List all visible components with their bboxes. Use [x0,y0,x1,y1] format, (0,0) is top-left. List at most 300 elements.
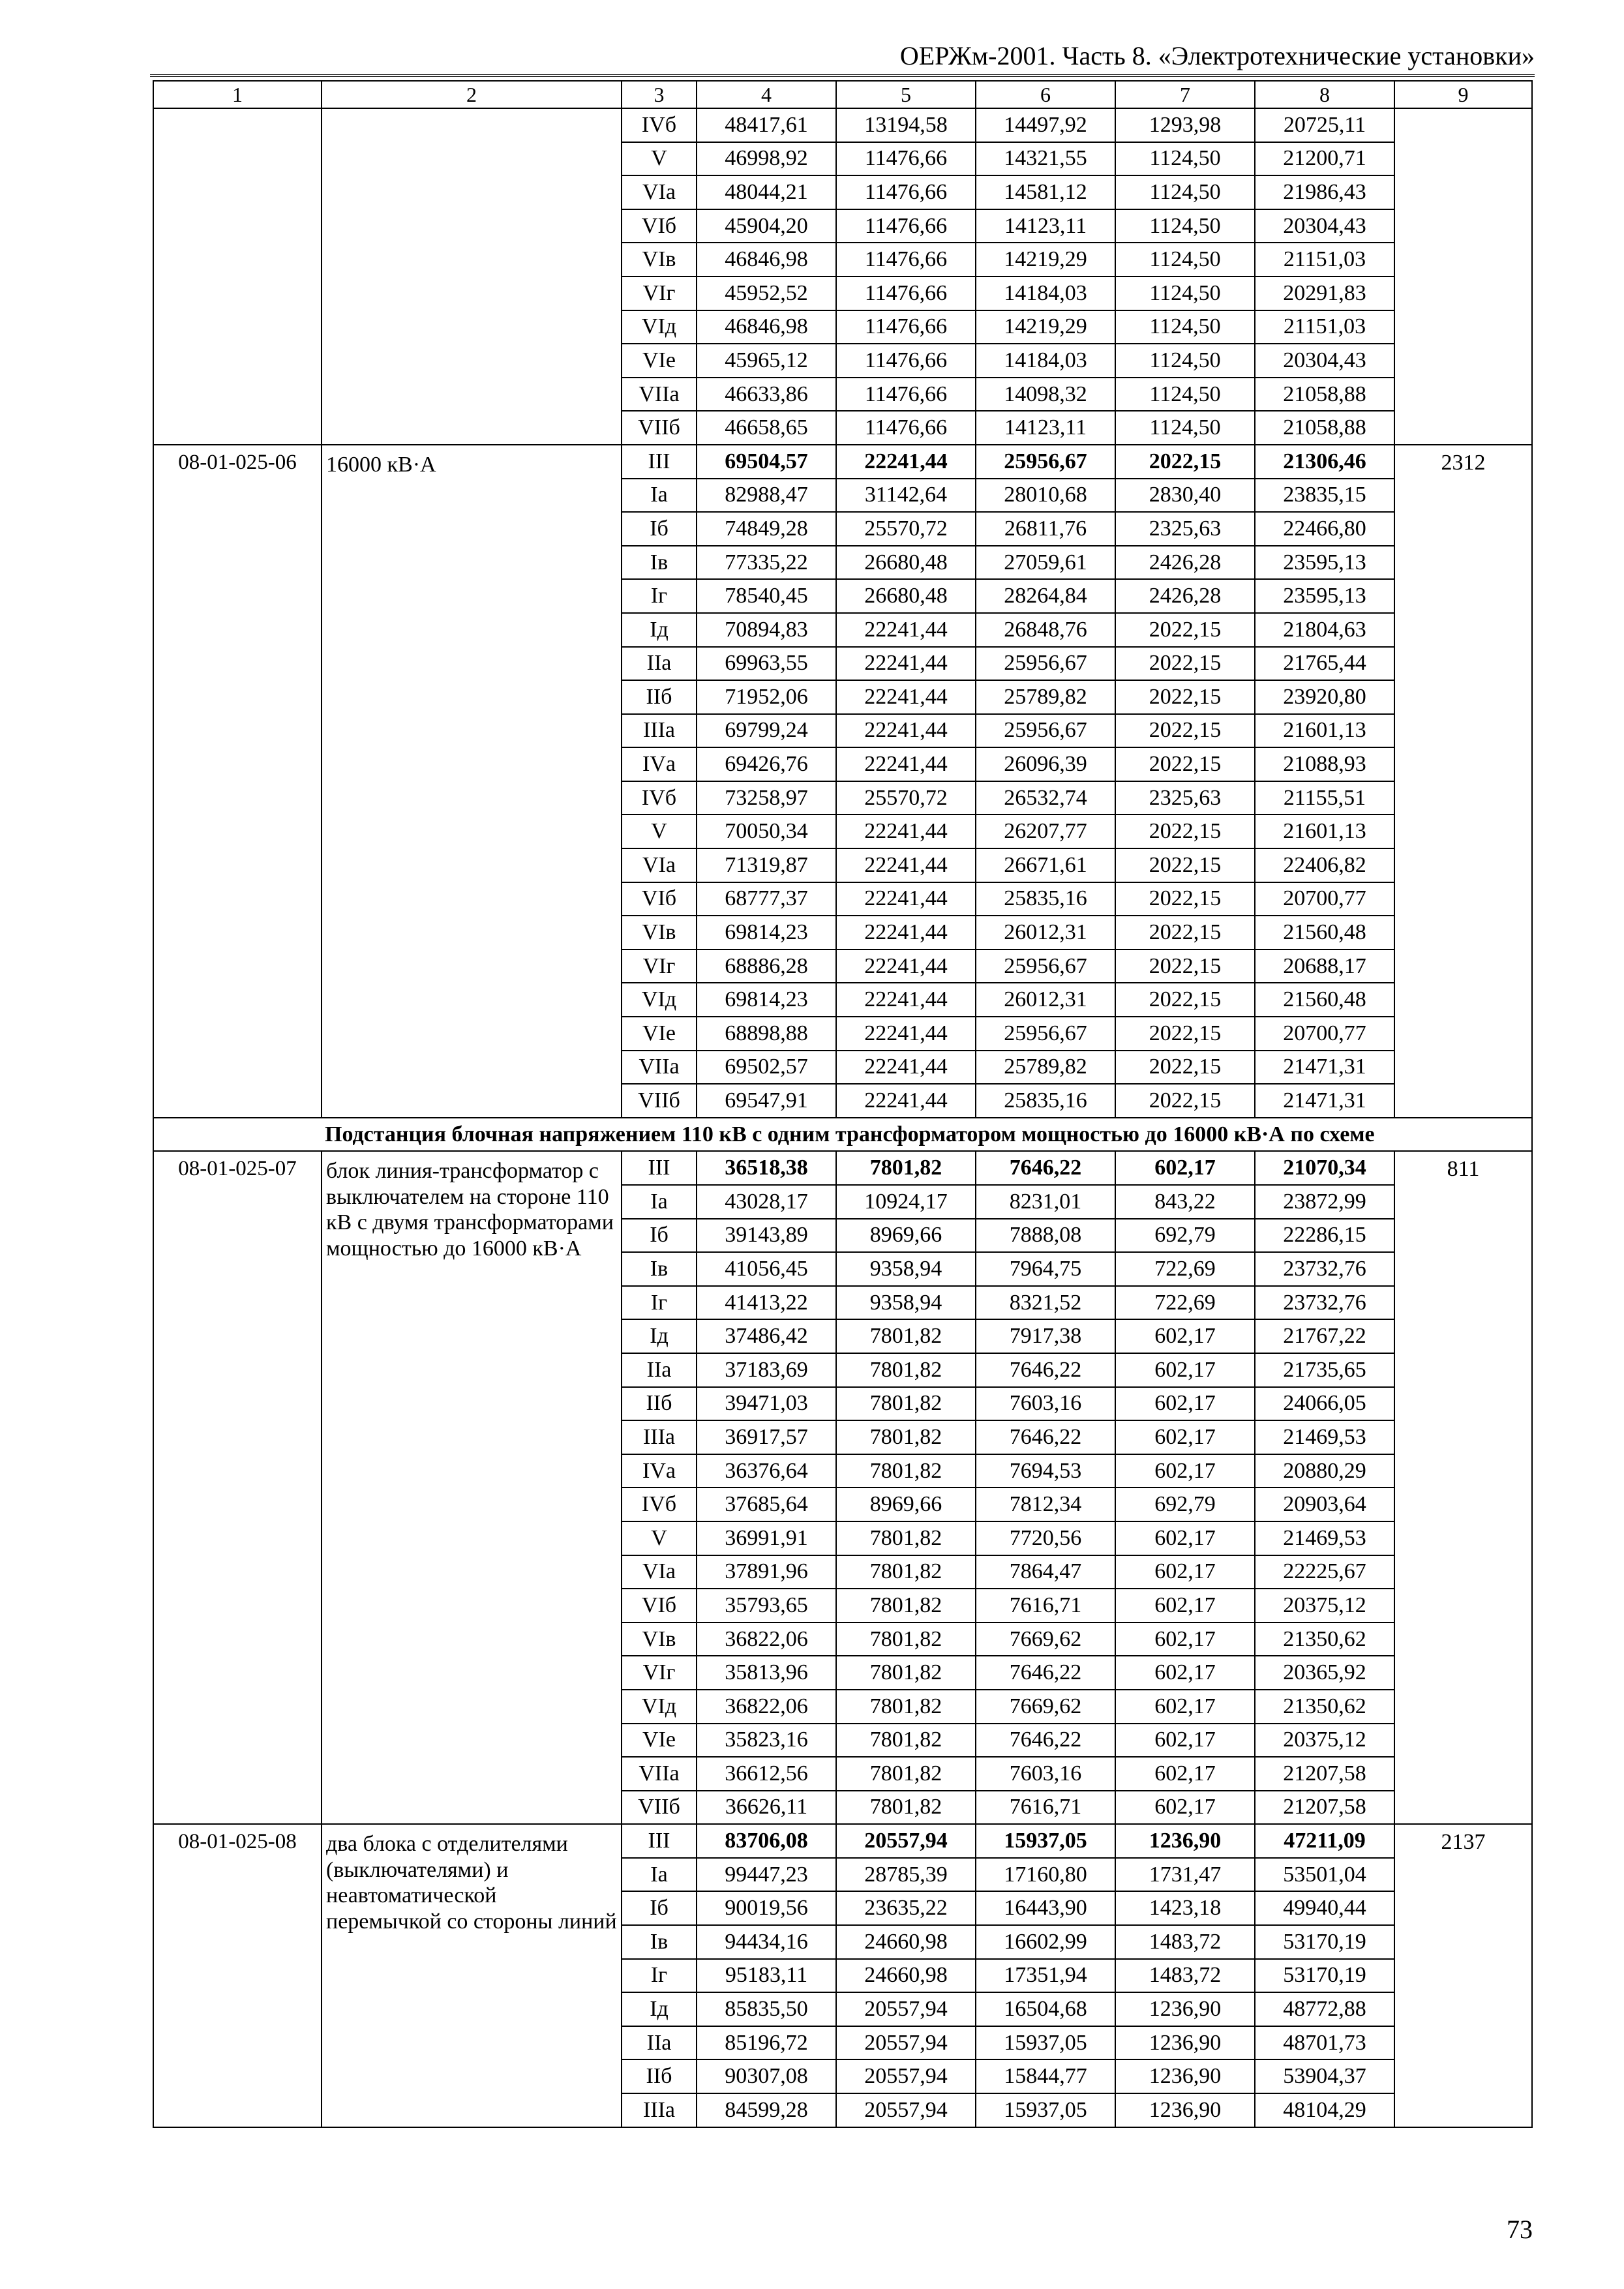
value-cell: 26532,74 [976,781,1115,815]
value-cell: 47211,09 [1255,1824,1394,1858]
column-number: 2 [322,81,622,108]
value-cell: 11476,66 [836,175,976,209]
value-cell: 14219,29 [976,243,1115,277]
column-number: 4 [697,81,836,108]
zone-cell: IVб [622,1488,697,1521]
value-cell: 22241,44 [836,1084,976,1118]
value-cell: 2426,28 [1115,579,1255,613]
value-cell: 69814,23 [697,916,836,950]
value-cell: 48104,29 [1255,2093,1394,2127]
value-cell: 1124,50 [1115,344,1255,378]
value-cell: 24660,98 [836,1925,976,1959]
value-cell: 602,17 [1115,1791,1255,1825]
zone-cell: VIе [622,1017,697,1051]
value-cell: 7669,62 [976,1623,1115,1656]
rate-code: 08-01-025-08 [153,1824,322,2127]
value-cell: 1236,90 [1115,1992,1255,2026]
value-cell: 20880,29 [1255,1454,1394,1488]
zone-cell: VIд [622,310,697,344]
value-cell: 7646,22 [976,1420,1115,1454]
price-table [153,80,1533,2128]
value-cell: 25956,67 [976,445,1115,479]
value-cell: 26671,61 [976,848,1115,882]
value-cell: 25956,67 [976,647,1115,681]
value-cell: 25956,67 [976,714,1115,748]
zone-cell: VIг [622,950,697,983]
value-cell: 21350,62 [1255,1623,1394,1656]
value-cell: 14497,92 [976,108,1115,142]
value-cell: 22241,44 [836,916,976,950]
value-cell: 21155,51 [1255,781,1394,815]
value-cell: 77335,22 [697,546,836,580]
zone-cell: IVа [622,1454,697,1488]
zone-cell: IIб [622,1387,697,1421]
zone-cell: IIа [622,1353,697,1387]
zone-cell: VIе [622,344,697,378]
value-cell: 2426,28 [1115,546,1255,580]
value-cell: 11476,66 [836,411,976,445]
value-cell: 21560,48 [1255,916,1394,950]
value-cell: 602,17 [1115,1690,1255,1724]
value-cell: 41056,45 [697,1252,836,1286]
zone-cell: Iб [622,512,697,546]
value-cell: 24066,05 [1255,1387,1394,1421]
value-cell: 17351,94 [976,1959,1115,1993]
value-cell: 2022,15 [1115,983,1255,1017]
zone-cell: VIIа [622,1051,697,1085]
rate-description: блок линия-трансформатор с выключателем на стороне 110 кВ с двумя трансформаторами мощностью до 16000 кВ·А [322,1151,622,1824]
value-cell: 36822,06 [697,1623,836,1656]
value-cell: 37685,64 [697,1488,836,1521]
value-cell: 1124,50 [1115,142,1255,176]
value-cell: 20304,43 [1255,209,1394,243]
value-cell: 69963,55 [697,647,836,681]
value-cell: 21070,34 [1255,1151,1394,1185]
value-cell: 602,17 [1115,1319,1255,1353]
value-cell: 21471,31 [1255,1051,1394,1085]
value-cell: 35823,16 [697,1724,836,1758]
value-cell: 2022,15 [1115,1017,1255,1051]
value-cell: 21601,13 [1255,714,1394,748]
value-cell: 8969,66 [836,1219,976,1253]
value-cell: 1236,90 [1115,2026,1255,2060]
value-cell: 15937,05 [976,2093,1115,2127]
value-cell: 11476,66 [836,310,976,344]
zone-cell: VIг [622,277,697,310]
rate-code: 08-01-025-07 [153,1151,322,1824]
zone-cell: V [622,142,697,176]
value-cell: 2022,15 [1115,647,1255,681]
value-cell: 25789,82 [976,1051,1115,1085]
value-cell: 70894,83 [697,613,836,647]
value-cell: 90307,08 [697,2059,836,2093]
value-cell: 21207,58 [1255,1757,1394,1791]
value-cell: 722,69 [1115,1286,1255,1320]
value-cell: 1124,50 [1115,209,1255,243]
value-cell: 70050,34 [697,815,836,848]
value-cell: 69814,23 [697,983,836,1017]
zone-cell: Iа [622,479,697,513]
column-number: 6 [976,81,1115,108]
value-cell: 602,17 [1115,1353,1255,1387]
value-cell: 7720,56 [976,1521,1115,1555]
zone-cell: III [622,445,697,479]
value-cell: 69547,91 [697,1084,836,1118]
value-cell: 71319,87 [697,848,836,882]
zone-cell: VIб [622,209,697,243]
value-cell: 2022,15 [1115,1051,1255,1085]
value-cell: 23872,99 [1255,1185,1394,1219]
value-cell: 22241,44 [836,815,976,848]
zone-cell: IVб [622,108,697,142]
value-cell: 22241,44 [836,647,976,681]
value-cell: 71952,06 [697,680,836,714]
value-cell: 16443,90 [976,1891,1115,1925]
section-title: Подстанция блочная напряжением 110 кВ с одним трансформатором мощностью до 16000 кВ·А по схеме [153,1118,1532,1152]
value-cell: 53170,19 [1255,1959,1394,1993]
zone-cell: III [622,1151,697,1185]
value-cell: 21088,93 [1255,747,1394,781]
value-cell: 39471,03 [697,1387,836,1421]
value-cell: 20688,17 [1255,950,1394,983]
value-cell: 602,17 [1115,1521,1255,1555]
value-cell: 20557,94 [836,2059,976,2093]
value-cell: 22241,44 [836,714,976,748]
value-cell: 26680,48 [836,579,976,613]
rate-code [153,108,322,445]
zone-cell: IIIа [622,714,697,748]
value-cell: 2022,15 [1115,445,1255,479]
value-cell: 2022,15 [1115,680,1255,714]
value-cell: 8321,52 [976,1286,1115,1320]
value-cell: 10924,17 [836,1185,976,1219]
rate-description: 16000 кВ·А [322,445,622,1118]
table-body [153,108,1532,2127]
value-cell: 37183,69 [697,1353,836,1387]
value-cell: 68898,88 [697,1017,836,1051]
value-cell: 722,69 [1115,1252,1255,1286]
value-cell: 45965,12 [697,344,836,378]
value-cell: 602,17 [1115,1757,1255,1791]
value-cell: 23595,13 [1255,546,1394,580]
value-cell: 1124,50 [1115,378,1255,411]
value-cell: 7801,82 [836,1724,976,1758]
value-cell: 7669,62 [976,1690,1115,1724]
value-cell: 14098,32 [976,378,1115,411]
value-cell: 20725,11 [1255,108,1394,142]
value-cell: 11476,66 [836,243,976,277]
value-cell: 2022,15 [1115,882,1255,916]
value-cell: 20557,94 [836,2026,976,2060]
value-cell: 7801,82 [836,1151,976,1185]
value-cell: 14184,03 [976,344,1115,378]
value-cell: 99447,23 [697,1858,836,1892]
value-cell: 1124,50 [1115,175,1255,209]
value-cell: 2022,15 [1115,950,1255,983]
value-cell: 36518,38 [697,1151,836,1185]
value-cell: 90019,56 [697,1891,836,1925]
value-cell: 15937,05 [976,1824,1115,1858]
value-cell: 20700,77 [1255,1017,1394,1051]
value-cell: 22406,82 [1255,848,1394,882]
value-cell: 27059,61 [976,546,1115,580]
value-cell: 23595,13 [1255,579,1394,613]
value-cell: 22225,67 [1255,1555,1394,1589]
value-cell: 7801,82 [836,1757,976,1791]
zone-cell: Iд [622,1319,697,1353]
value-cell: 843,22 [1115,1185,1255,1219]
value-cell: 13194,58 [836,108,976,142]
value-cell: 78540,45 [697,579,836,613]
value-cell: 21058,88 [1255,378,1394,411]
value-cell: 22241,44 [836,1051,976,1085]
value-cell: 46633,86 [697,378,836,411]
value-cell: 602,17 [1115,1151,1255,1185]
value-cell: 53501,04 [1255,1858,1394,1892]
zone-cell: III [622,1824,697,1858]
value-cell: 2022,15 [1115,1084,1255,1118]
value-cell: 7801,82 [836,1589,976,1623]
value-cell: 1731,47 [1115,1858,1255,1892]
value-cell: 69502,57 [697,1051,836,1085]
zone-cell: VIд [622,1690,697,1724]
column-number: 7 [1115,81,1255,108]
value-cell: 43028,17 [697,1185,836,1219]
value-cell: 16602,99 [976,1925,1115,1959]
column-number: 5 [836,81,976,108]
value-cell: 36376,64 [697,1454,836,1488]
value-cell: 22241,44 [836,848,976,882]
value-cell: 1236,90 [1115,1824,1255,1858]
value-cell: 36612,56 [697,1757,836,1791]
zone-cell: Iг [622,579,697,613]
value-cell: 21471,31 [1255,1084,1394,1118]
section-row [153,1118,1532,1152]
value-cell: 73258,97 [697,781,836,815]
value-cell: 602,17 [1115,1656,1255,1690]
value-cell: 28010,68 [976,479,1115,513]
value-cell: 21469,53 [1255,1420,1394,1454]
value-cell: 1124,50 [1115,310,1255,344]
value-cell: 21804,63 [1255,613,1394,647]
value-cell: 28785,39 [836,1858,976,1892]
value-cell: 49940,44 [1255,1891,1394,1925]
value-cell: 7801,82 [836,1353,976,1387]
zone-cell: Iа [622,1185,697,1219]
value-cell: 25570,72 [836,781,976,815]
zone-cell: IIIа [622,1420,697,1454]
value-cell: 602,17 [1115,1387,1255,1421]
value-cell: 602,17 [1115,1589,1255,1623]
value-cell: 7801,82 [836,1690,976,1724]
zone-cell: IIа [622,2026,697,2060]
value-cell: 45904,20 [697,209,836,243]
value-cell: 23732,76 [1255,1286,1394,1320]
value-cell: 20557,94 [836,2093,976,2127]
value-cell: 602,17 [1115,1623,1255,1656]
value-cell: 23920,80 [1255,680,1394,714]
value-cell: 82988,47 [697,479,836,513]
value-cell: 7603,16 [976,1387,1115,1421]
value-cell: 17160,80 [976,1858,1115,1892]
value-cell: 9358,94 [836,1252,976,1286]
zone-cell: VIв [622,916,697,950]
zone-cell: VIв [622,243,697,277]
value-cell: 602,17 [1115,1555,1255,1589]
value-cell: 21200,71 [1255,142,1394,176]
value-cell: 45952,52 [697,277,836,310]
zone-cell: VIIа [622,1757,697,1791]
value-cell: 36822,06 [697,1690,836,1724]
value-cell: 15937,05 [976,2026,1115,2060]
value-cell: 21058,88 [1255,411,1394,445]
value-cell: 14321,55 [976,142,1115,176]
value-cell: 26012,31 [976,983,1115,1017]
value-cell: 22241,44 [836,983,976,1017]
value-cell: 1124,50 [1115,411,1255,445]
rate-norm: 2137 [1394,1824,1532,2127]
value-cell: 26680,48 [836,546,976,580]
page-header [150,38,1535,77]
value-cell: 48701,73 [1255,2026,1394,2060]
value-cell: 7801,82 [836,1319,976,1353]
zone-cell: Iа [622,1858,697,1892]
value-cell: 21986,43 [1255,175,1394,209]
value-cell: 20375,12 [1255,1589,1394,1623]
value-cell: 602,17 [1115,1420,1255,1454]
table-row [153,108,1532,142]
value-cell: 14184,03 [976,277,1115,310]
page-number: 73 [1507,2215,1533,2244]
value-cell: 9358,94 [836,1286,976,1320]
rate-norm [1394,108,1532,445]
zone-cell: VIг [622,1656,697,1690]
rate-code: 08-01-025-06 [153,445,322,1118]
value-cell: 26096,39 [976,747,1115,781]
rate-description: два блока с отделителями (выключателями) и неавтоматической перемычкой со стороны линий [322,1824,622,2127]
value-cell: 2325,63 [1115,512,1255,546]
value-cell: 26012,31 [976,916,1115,950]
value-cell: 7801,82 [836,1521,976,1555]
value-cell: 46998,92 [697,142,836,176]
value-cell: 22466,80 [1255,512,1394,546]
value-cell: 7917,38 [976,1319,1115,1353]
zone-cell: VIIб [622,1084,697,1118]
value-cell: 22241,44 [836,882,976,916]
value-cell: 36917,57 [697,1420,836,1454]
zone-cell: VIб [622,882,697,916]
value-cell: 94434,16 [697,1925,836,1959]
value-cell: 20557,94 [836,1992,976,2026]
value-cell: 7694,53 [976,1454,1115,1488]
zone-cell: Iг [622,1286,697,1320]
value-cell: 21735,65 [1255,1353,1394,1387]
value-cell: 16504,68 [976,1992,1115,2026]
value-cell: 21151,03 [1255,243,1394,277]
value-cell: 35813,96 [697,1656,836,1690]
value-cell: 7801,82 [836,1387,976,1421]
value-cell: 1423,18 [1115,1891,1255,1925]
column-number: 8 [1255,81,1394,108]
value-cell: 2325,63 [1115,781,1255,815]
value-cell: 26848,76 [976,613,1115,647]
zone-cell: VIIб [622,1791,697,1825]
zone-cell: Iб [622,1891,697,1925]
value-cell: 36626,11 [697,1791,836,1825]
zone-cell: VIа [622,1555,697,1589]
value-cell: 21151,03 [1255,310,1394,344]
value-cell: 21601,13 [1255,815,1394,848]
column-number: 1 [153,81,322,108]
value-cell: 21207,58 [1255,1791,1394,1825]
value-cell: 7801,82 [836,1420,976,1454]
value-cell: 53904,37 [1255,2059,1394,2093]
zone-cell: V [622,1521,697,1555]
value-cell: 28264,84 [976,579,1115,613]
zone-cell: Iд [622,1992,697,2026]
value-cell: 7812,34 [976,1488,1115,1521]
zone-cell: Iг [622,1959,697,1993]
value-cell: 20375,12 [1255,1724,1394,1758]
value-cell: 21469,53 [1255,1521,1394,1555]
value-cell: 23635,22 [836,1891,976,1925]
value-cell: 11476,66 [836,378,976,411]
value-cell: 46658,65 [697,411,836,445]
value-cell: 21306,46 [1255,445,1394,479]
zone-cell: Iв [622,1925,697,1959]
value-cell: 25570,72 [836,512,976,546]
value-cell: 692,79 [1115,1219,1255,1253]
value-cell: 46846,98 [697,310,836,344]
value-cell: 21560,48 [1255,983,1394,1017]
value-cell: 22286,15 [1255,1219,1394,1253]
value-cell: 602,17 [1115,1724,1255,1758]
zone-cell: VIв [622,1623,697,1656]
value-cell: 22241,44 [836,445,976,479]
rate-norm: 2312 [1394,445,1532,1118]
value-cell: 14123,11 [976,209,1115,243]
value-cell: 46846,98 [697,243,836,277]
value-cell: 1293,98 [1115,108,1255,142]
value-cell: 1483,72 [1115,1959,1255,1993]
column-number: 3 [622,81,697,108]
value-cell: 7646,22 [976,1151,1115,1185]
value-cell: 69426,76 [697,747,836,781]
value-cell: 11476,66 [836,142,976,176]
value-cell: 14581,12 [976,175,1115,209]
value-cell: 2022,15 [1115,747,1255,781]
value-cell: 68886,28 [697,950,836,983]
value-cell: 41413,22 [697,1286,836,1320]
value-cell: 1236,90 [1115,2093,1255,2127]
value-cell: 692,79 [1115,1488,1255,1521]
value-cell: 21350,62 [1255,1690,1394,1724]
zone-cell: VIб [622,1589,697,1623]
value-cell: 1236,90 [1115,2059,1255,2093]
value-cell: 20903,64 [1255,1488,1394,1521]
value-cell: 25956,67 [976,1017,1115,1051]
value-cell: 95183,11 [697,1959,836,1993]
table-row [153,445,1532,479]
value-cell: 20291,83 [1255,277,1394,310]
zone-cell: VIд [622,983,697,1017]
value-cell: 48772,88 [1255,1992,1394,2026]
value-cell: 7888,08 [976,1219,1115,1253]
value-cell: 20365,92 [1255,1656,1394,1690]
value-cell: 7801,82 [836,1454,976,1488]
value-cell: 2830,40 [1115,479,1255,513]
value-cell: 7646,22 [976,1353,1115,1387]
